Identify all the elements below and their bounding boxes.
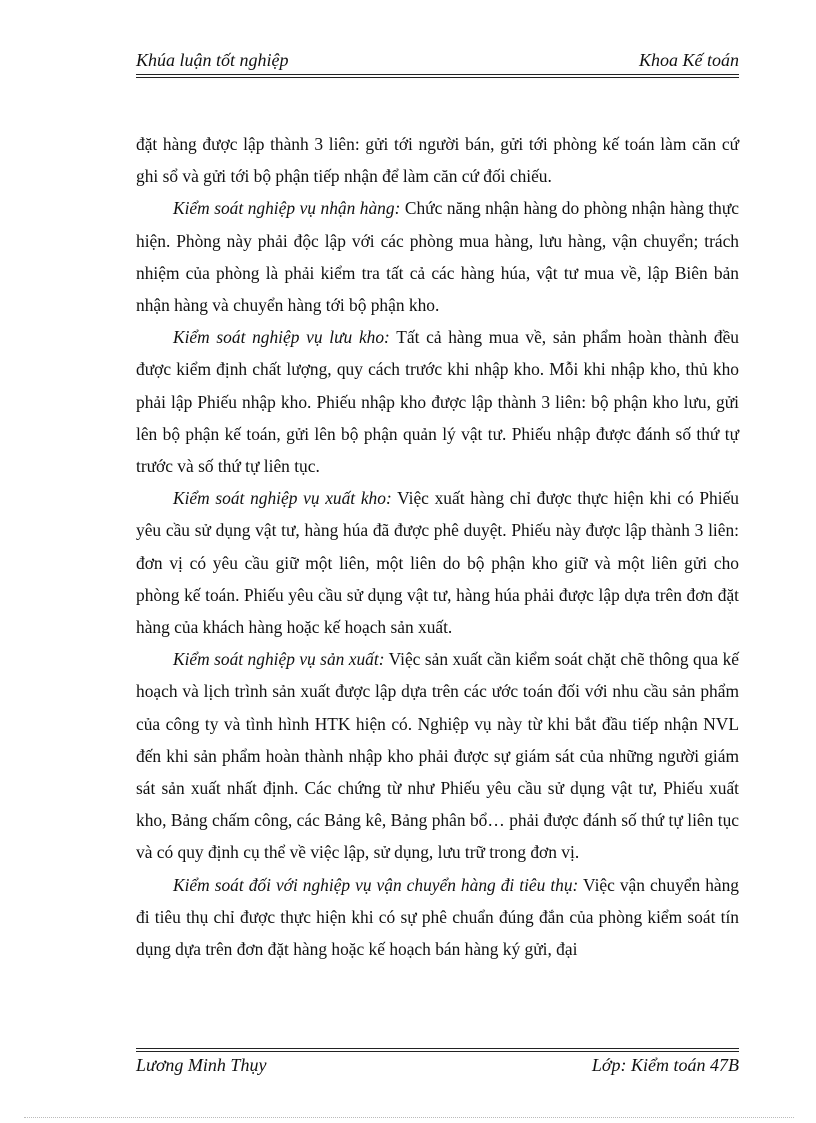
body-text	[136, 128, 739, 965]
header-rule-thin	[136, 77, 739, 78]
paragraph-heading: Kiểm soát nghiệp vụ sản xuất:	[173, 649, 385, 670]
paragraph-issue-control: Kiểm soát nghiệp vụ xuất kho: Việc xuất hàng chỉ được thực hiện khi có Phiếu yêu cầu sử dụng vật tư, hàng húa đã được phê duyệt. Phiếu này được lập thành 3 liên: đơn vị có yêu cầu giữ một liên, một liên do bộ phận kho giữ và một liên gửi cho phòng kế toán. Phiếu yêu cầu sử dụng vật tư, hàng húa phải được lập dựa trên đơn đặt hàng của khách hàng hoặc kế hoạch sản xuất.	[136, 488, 739, 638]
header-faculty-label: Khoa Kế toán	[638, 50, 739, 70]
page-bottom-dotted-line	[24, 1117, 794, 1118]
paragraph-continued: đặt hàng được lập thành 3 liên: gửi tới người bán, gửi tới phòng kế toán làm căn cứ ghi sổ và gửi tới bộ phận tiếp nhận để làm căn cứ đối chiếu.	[136, 134, 739, 187]
paragraph-shipping-control: Kiểm soát đối với nghiệp vụ vận chuyển hàng đi tiêu thụ: Việc vận chuyển hàng đi tiêu thụ chỉ được thực hiện khi có sự phê chuẩn đúng đắn của phòng kiểm soát tín dụng dựa trên đơn đặt hàng hoặc kế hoạch bán hàng ký gửi, đại	[136, 874, 739, 960]
footer-author: Lương Minh Thụy	[136, 1055, 267, 1075]
paragraph-heading: Kiểm soát đối với nghiệp vụ vận chuyển hàng đi tiêu thụ:	[173, 874, 579, 895]
page-footer	[136, 1053, 739, 1081]
paragraph-receiving-control: Kiểm soát nghiệp vụ nhận hàng: Chức năng nhận hàng do phòng nhận hàng thực hiện. Phòng này phải độc lập với các phòng mua hàng, lưu hàng, vận chuyển; trách nhiệm của phòng là phải kiểm tra tất cả các hàng húa, vật tư mua về, lập Biên bản nhận hàng và chuyển hàng tới bộ phận kho.	[136, 198, 739, 316]
page-header	[136, 46, 739, 74]
paragraph-storage-control: Kiểm soát nghiệp vụ lưu kho: Tất cả hàng mua về, sản phẩm hoàn thành đều được kiểm định chất lượng, quy cách trước khi nhập kho. Mỗi khi nhập kho, thủ kho phải lập Phiếu nhập kho. Phiếu nhập kho được lập thành 3 liên: bộ phận kho lưu, gửi lên bộ phận kế toán, gửi lên bộ phận quản lý vật tư. Phiếu nhập được đánh số thứ tự trước và số thứ tự liên tục.	[136, 327, 739, 477]
paragraph-production-control: Kiểm soát nghiệp vụ sản xuất: Việc sản xuất cần kiểm soát chặt chẽ thông qua kế hoạch và lịch trình sản xuất được lập dựa trên các ước toán đối với nhu cầu sản phẩm của công ty và tình hình HTK hiện có. Nghiệp vụ này từ khi bắt đầu tiếp nhận NVL đến khi sản phẩm hoàn thành nhập kho phải được sự giám sát của những người giám sát sản xuất nhất định. Các chứng từ như Phiếu yêu cầu sử dụng vật tư, Phiếu xuất kho, Bảng chấm công, các Bảng kê, Bảng phân bổ… phải được đánh số thứ tự liên tục và có quy định cụ thể về việc lập, sử dụng, lưu trữ trong đơn vị.	[136, 649, 739, 863]
paragraph-heading: Kiểm soát nghiệp vụ nhận hàng:	[173, 198, 401, 219]
paragraph-heading: Kiểm soát nghiệp vụ lưu kho:	[173, 327, 390, 348]
header-thesis-label: Khúa luận tốt nghiệp	[136, 50, 289, 70]
footer-rule-thin	[136, 1051, 739, 1052]
footer-class: Lớp: Kiểm toán 47B	[591, 1055, 739, 1075]
paragraph-heading: Kiểm soát nghiệp vụ xuất kho:	[173, 488, 392, 509]
header-rule-thick	[136, 74, 739, 75]
footer-rule-thick	[136, 1048, 739, 1049]
